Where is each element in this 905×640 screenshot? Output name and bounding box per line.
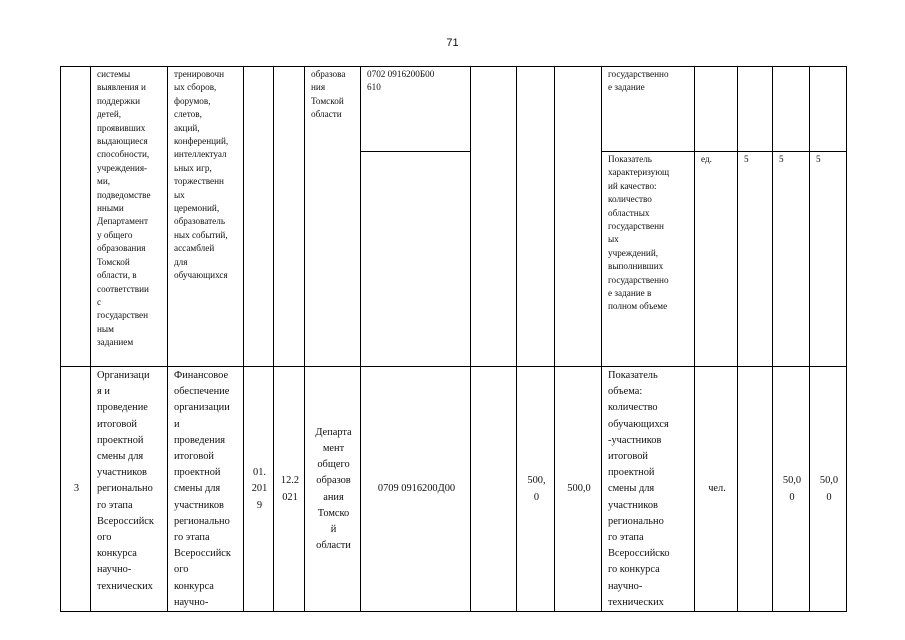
cell-indicator: Показатель характеризующ ий качество: количество областных государственн ых учреждений, выполнивших государственно е задание в полном объеме [602,152,695,367]
cell-col10: 500,0 [555,367,602,612]
table-row [61,367,847,612]
cell-col9: 500, 0 [517,367,555,612]
cell-task-name: Организаци я и проведение итоговой проектной смены для участников регионально го этапа Всероссийск ого конкурса научно- технических [91,367,168,612]
cell-event-description: тренировочн ых сборов, форумов, слетов, акций, конференций, интеллектуал ьных игр, торжественн ых церемоний, образователь ных событий, ассамблей для обучающихся [168,67,244,367]
cell-value-1: 5 [738,152,773,367]
cell-executor: Департа мент общего образов ания Томско й области [305,367,361,612]
cell-start-date [244,67,274,367]
cell-number: 3 [61,367,91,612]
cell-indicator: государственно е задание [602,67,695,152]
page-number: 71 [446,37,459,49]
cell-value-2: 5 [773,152,810,367]
cell-budget-code: 0702 0916200Б00 610 [361,67,471,152]
cell-budget-code: 0709 0916200Д00 [361,367,471,612]
cell-unit [695,67,738,152]
program-table [60,66,847,612]
cell-col8 [471,367,517,612]
cell-value-1 [738,367,773,612]
cell-end-date [274,67,305,367]
cell-col10 [555,67,602,367]
cell-unit: чел. [695,367,738,612]
table-row [61,67,847,152]
cell-value-2 [773,67,810,152]
cell-unit: ед. [695,152,738,367]
cell-value-3 [810,67,847,152]
cell-executor: образова ния Томской области [305,67,361,367]
cell-task-name: системы выявления и поддержки детей, проявивших выдающиеся способности, учреждения- ми, подведомстве нными Департамент у общего образования Томской области, в соответствии с государствен ным заданием [91,67,168,367]
cell-col9 [517,67,555,367]
cell-value-1 [738,67,773,152]
cell-start-date: 01. 201 9 [244,367,274,612]
cell-event-description: Финансовое обеспечение организации и проведения итоговой проектной смены для участников регионально го этапа Всероссийск ого конкурса научно- [168,367,244,612]
cell-end-date: 12.2 021 [274,367,305,612]
cell-value-3: 50,0 0 [810,367,847,612]
cell-col8 [471,67,517,367]
cell-indicator: Показатель объема: количество обучающихся -участников итоговой проектной смены для участников регионально го этапа Всероссийско го конкурса научно- технических [602,367,695,612]
cell-value-3: 5 [810,152,847,367]
cell-number [61,67,91,367]
cell-value-2: 50,0 0 [773,367,810,612]
cell-budget-code [361,152,471,367]
